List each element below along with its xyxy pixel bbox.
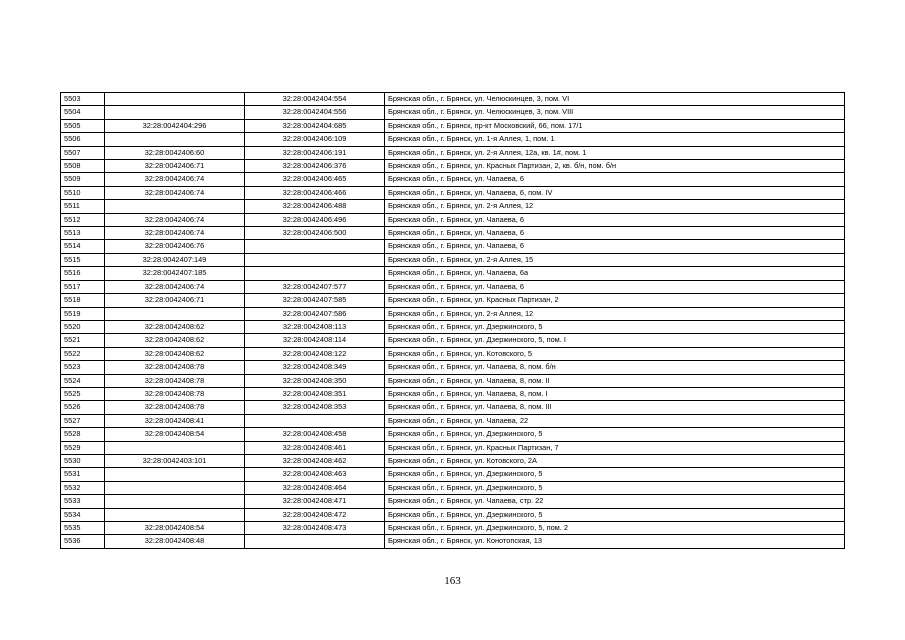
row-number-cell: 5503: [61, 93, 105, 106]
old-cadastral-number-cell: 32:28:0042408:78: [105, 374, 245, 387]
new-cadastral-number-cell: 32:28:0042406:191: [245, 146, 385, 159]
row-number-cell: 5528: [61, 428, 105, 441]
table-row: [61, 307, 845, 320]
address-cell: Брянская обл., г. Брянск, пр-кт Московский, 66, пом. 17/1: [385, 119, 845, 132]
cadastral-table: [60, 92, 845, 549]
row-number-cell: 5523: [61, 361, 105, 374]
new-cadastral-number-cell: 32:28:0042408:350: [245, 374, 385, 387]
table-row: [61, 387, 845, 400]
row-number-cell: 5529: [61, 441, 105, 454]
address-cell: Брянская обл., г. Брянск, ул. Дзержинского, 5: [385, 468, 845, 481]
old-cadastral-number-cell: 32:28:0042408:78: [105, 361, 245, 374]
new-cadastral-number-cell: 32:28:0042406:109: [245, 133, 385, 146]
old-cadastral-number-cell: 32:28:0042406:71: [105, 160, 245, 173]
old-cadastral-number-cell: [105, 495, 245, 508]
address-cell: Брянская обл., г. Брянск, ул. Челюскинцев, 3, пом. VIII: [385, 106, 845, 119]
table-row: [61, 200, 845, 213]
address-cell: Брянская обл., г. Брянск, ул. Чапаева, 6: [385, 173, 845, 186]
new-cadastral-number-cell: 32:28:0042408:122: [245, 347, 385, 360]
old-cadastral-number-cell: 32:28:0042406:74: [105, 213, 245, 226]
table-row: [61, 495, 845, 508]
table-row: [61, 173, 845, 186]
row-number-cell: 5510: [61, 186, 105, 199]
old-cadastral-number-cell: [105, 481, 245, 494]
new-cadastral-number-cell: 32:28:0042408:113: [245, 320, 385, 333]
new-cadastral-number-cell: 32:28:0042406:466: [245, 186, 385, 199]
old-cadastral-number-cell: [105, 441, 245, 454]
new-cadastral-number-cell: 32:28:0042406:496: [245, 213, 385, 226]
old-cadastral-number-cell: 32:28:0042408:41: [105, 414, 245, 427]
old-cadastral-number-cell: 32:28:0042406:71: [105, 294, 245, 307]
new-cadastral-number-cell: 32:28:0042408:114: [245, 334, 385, 347]
address-cell: Брянская обл., г. Брянск, ул. Красных Партизан, 7: [385, 441, 845, 454]
row-number-cell: 5511: [61, 200, 105, 213]
address-cell: Брянская обл., г. Брянск, ул. Чапаева, стр. 22: [385, 495, 845, 508]
address-cell: Брянская обл., г. Брянск, ул. 2-я Аллея, 12: [385, 307, 845, 320]
address-cell: Брянская обл., г. Брянск, ул. Конотопская, 13: [385, 535, 845, 548]
new-cadastral-number-cell: [245, 414, 385, 427]
address-cell: Брянская обл., г. Брянск, ул. Чапаева, 6: [385, 213, 845, 226]
table-row: [61, 320, 845, 333]
table-row: [61, 374, 845, 387]
address-cell: Брянская обл., г. Брянск, ул. Чапаева, 8, пом. II: [385, 374, 845, 387]
old-cadastral-number-cell: 32:28:0042404:296: [105, 119, 245, 132]
new-cadastral-number-cell: 32:28:0042408:473: [245, 522, 385, 535]
new-cadastral-number-cell: 32:28:0042408:471: [245, 495, 385, 508]
new-cadastral-number-cell: 32:28:0042404:554: [245, 93, 385, 106]
new-cadastral-number-cell: 32:28:0042404:556: [245, 106, 385, 119]
row-number-cell: 5512: [61, 213, 105, 226]
old-cadastral-number-cell: [105, 200, 245, 213]
new-cadastral-number-cell: 32:28:0042406:488: [245, 200, 385, 213]
address-cell: Брянская обл., г. Брянск, ул. 2-я Аллея, 15: [385, 253, 845, 266]
old-cadastral-number-cell: [105, 468, 245, 481]
new-cadastral-number-cell: 32:28:0042407:577: [245, 280, 385, 293]
table-row: [61, 119, 845, 132]
table-row: [61, 334, 845, 347]
row-number-cell: 5509: [61, 173, 105, 186]
table-row: [61, 227, 845, 240]
address-cell: Брянская обл., г. Брянск, ул. Чапаева, 6, пом. IV: [385, 186, 845, 199]
table-body: [61, 93, 845, 549]
new-cadastral-number-cell: 32:28:0042408:353: [245, 401, 385, 414]
address-cell: Брянская обл., г. Брянск, ул. Дзержинского, 5: [385, 508, 845, 521]
address-cell: Брянская обл., г. Брянск, ул. Красных Партизан, 2, кв. б/н, пом. б/н: [385, 160, 845, 173]
row-number-cell: 5516: [61, 267, 105, 280]
address-cell: Брянская обл., г. Брянск, ул. Котовского, 2А: [385, 454, 845, 467]
new-cadastral-number-cell: 32:28:0042406:465: [245, 173, 385, 186]
new-cadastral-number-cell: [245, 535, 385, 548]
row-number-cell: 5514: [61, 240, 105, 253]
old-cadastral-number-cell: 32:28:0042406:74: [105, 227, 245, 240]
table-row: [61, 106, 845, 119]
row-number-cell: 5515: [61, 253, 105, 266]
old-cadastral-number-cell: 32:28:0042406:60: [105, 146, 245, 159]
old-cadastral-number-cell: 32:28:0042408:48: [105, 535, 245, 548]
address-cell: Брянская обл., г. Брянск, ул. Чапаева, 22: [385, 414, 845, 427]
row-number-cell: 5518: [61, 294, 105, 307]
row-number-cell: 5535: [61, 522, 105, 535]
table-row: [61, 522, 845, 535]
old-cadastral-number-cell: 32:28:0042408:62: [105, 334, 245, 347]
address-cell: Брянская обл., г. Брянск, ул. Чапаева, 6: [385, 240, 845, 253]
row-number-cell: 5505: [61, 119, 105, 132]
row-number-cell: 5507: [61, 146, 105, 159]
old-cadastral-number-cell: 32:28:0042403:101: [105, 454, 245, 467]
table-row: [61, 428, 845, 441]
address-cell: Брянская обл., г. Брянск, ул. Дзержинского, 5, пом. 2: [385, 522, 845, 535]
new-cadastral-number-cell: 32:28:0042408:462: [245, 454, 385, 467]
table-row: [61, 347, 845, 360]
new-cadastral-number-cell: 32:28:0042408:461: [245, 441, 385, 454]
row-number-cell: 5506: [61, 133, 105, 146]
row-number-cell: 5532: [61, 481, 105, 494]
address-cell: Брянская обл., г. Брянск, ул. Дзержинского, 5: [385, 481, 845, 494]
old-cadastral-number-cell: [105, 307, 245, 320]
address-cell: Брянская обл., г. Брянск, ул. Красных Партизан, 2: [385, 294, 845, 307]
row-number-cell: 5525: [61, 387, 105, 400]
table-row: [61, 146, 845, 159]
table-row: [61, 414, 845, 427]
table-row: [61, 253, 845, 266]
table-row: [61, 133, 845, 146]
row-number-cell: 5513: [61, 227, 105, 240]
new-cadastral-number-cell: 32:28:0042408:463: [245, 468, 385, 481]
table-row: [61, 535, 845, 548]
new-cadastral-number-cell: [245, 240, 385, 253]
address-cell: Брянская обл., г. Брянск, ул. Челюскинцев, 3, пом. VI: [385, 93, 845, 106]
address-cell: Брянская обл., г. Брянск, ул. 2-я Аллея, 12: [385, 200, 845, 213]
table-row: [61, 267, 845, 280]
old-cadastral-number-cell: 32:28:0042407:149: [105, 253, 245, 266]
old-cadastral-number-cell: 32:28:0042408:54: [105, 428, 245, 441]
table-row: [61, 213, 845, 226]
old-cadastral-number-cell: 32:28:0042406:76: [105, 240, 245, 253]
old-cadastral-number-cell: [105, 106, 245, 119]
row-number-cell: 5520: [61, 320, 105, 333]
new-cadastral-number-cell: 32:28:0042408:349: [245, 361, 385, 374]
table-row: [61, 508, 845, 521]
new-cadastral-number-cell: 32:28:0042408:464: [245, 481, 385, 494]
old-cadastral-number-cell: 32:28:0042408:78: [105, 401, 245, 414]
address-cell: Брянская обл., г. Брянск, ул. Дзержинского, 5: [385, 428, 845, 441]
new-cadastral-number-cell: 32:28:0042408:458: [245, 428, 385, 441]
table-row: [61, 294, 845, 307]
new-cadastral-number-cell: 32:28:0042408:472: [245, 508, 385, 521]
address-cell: Брянская обл., г. Брянск, ул. Дзержинского, 5: [385, 320, 845, 333]
row-number-cell: 5530: [61, 454, 105, 467]
table-row: [61, 240, 845, 253]
new-cadastral-number-cell: 32:28:0042407:585: [245, 294, 385, 307]
row-number-cell: 5519: [61, 307, 105, 320]
row-number-cell: 5508: [61, 160, 105, 173]
table-row: [61, 468, 845, 481]
new-cadastral-number-cell: 32:28:0042406:376: [245, 160, 385, 173]
old-cadastral-number-cell: [105, 508, 245, 521]
table-row: [61, 186, 845, 199]
address-cell: Брянская обл., г. Брянск, ул. Чапаева, 6: [385, 227, 845, 240]
new-cadastral-number-cell: [245, 253, 385, 266]
table-row: [61, 401, 845, 414]
row-number-cell: 5527: [61, 414, 105, 427]
table-row: [61, 481, 845, 494]
address-cell: Брянская обл., г. Брянск, ул. Чапаева, 6а: [385, 267, 845, 280]
old-cadastral-number-cell: 32:28:0042406:74: [105, 173, 245, 186]
table-row: [61, 280, 845, 293]
old-cadastral-number-cell: 32:28:0042408:62: [105, 347, 245, 360]
address-cell: Брянская обл., г. Брянск, ул. Чапаева, 8, пом. I: [385, 387, 845, 400]
new-cadastral-number-cell: 32:28:0042404:685: [245, 119, 385, 132]
new-cadastral-number-cell: 32:28:0042408:351: [245, 387, 385, 400]
table-row: [61, 93, 845, 106]
row-number-cell: 5522: [61, 347, 105, 360]
address-cell: Брянская обл., г. Брянск, ул. Чапаева, 8, пом. III: [385, 401, 845, 414]
row-number-cell: 5533: [61, 495, 105, 508]
old-cadastral-number-cell: 32:28:0042408:62: [105, 320, 245, 333]
old-cadastral-number-cell: 32:28:0042406:74: [105, 186, 245, 199]
address-cell: Брянская обл., г. Брянск, ул. 1-я Аллея, 1, пом. 1: [385, 133, 845, 146]
table-row: [61, 361, 845, 374]
address-cell: Брянская обл., г. Брянск, ул. Чапаева, 6: [385, 280, 845, 293]
table-row: [61, 454, 845, 467]
row-number-cell: 5534: [61, 508, 105, 521]
row-number-cell: 5536: [61, 535, 105, 548]
address-cell: Брянская обл., г. Брянск, ул. Котовского, 5: [385, 347, 845, 360]
old-cadastral-number-cell: 32:28:0042408:54: [105, 522, 245, 535]
page-number: 163: [444, 575, 461, 587]
new-cadastral-number-cell: 32:28:0042406:500: [245, 227, 385, 240]
row-number-cell: 5521: [61, 334, 105, 347]
old-cadastral-number-cell: 32:28:0042407:185: [105, 267, 245, 280]
new-cadastral-number-cell: 32:28:0042407:586: [245, 307, 385, 320]
old-cadastral-number-cell: [105, 133, 245, 146]
row-number-cell: 5526: [61, 401, 105, 414]
row-number-cell: 5524: [61, 374, 105, 387]
table-row: [61, 441, 845, 454]
old-cadastral-number-cell: 32:28:0042406:74: [105, 280, 245, 293]
address-cell: Брянская обл., г. Брянск, ул. Чапаева, 8, пом. б/н: [385, 361, 845, 374]
address-cell: Брянская обл., г. Брянск, ул. 2-я Аллея, 12а, кв. 1#, пом. 1: [385, 146, 845, 159]
address-cell: Брянская обл., г. Брянск, ул. Дзержинского, 5, пом. I: [385, 334, 845, 347]
row-number-cell: 5517: [61, 280, 105, 293]
old-cadastral-number-cell: 32:28:0042408:78: [105, 387, 245, 400]
old-cadastral-number-cell: [105, 93, 245, 106]
new-cadastral-number-cell: [245, 267, 385, 280]
row-number-cell: 5531: [61, 468, 105, 481]
row-number-cell: 5504: [61, 106, 105, 119]
table-row: [61, 160, 845, 173]
